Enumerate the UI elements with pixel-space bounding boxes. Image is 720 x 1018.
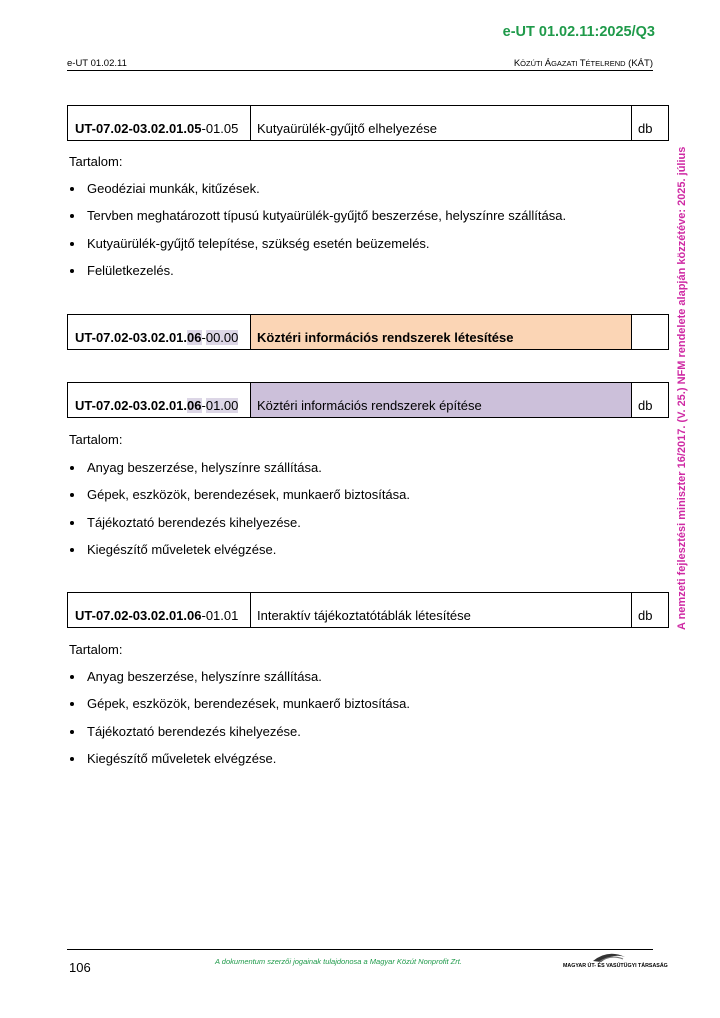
item-name: Köztéri információs rendszerek építése (251, 383, 632, 417)
content-list (69, 181, 566, 290)
page-number: 106 (69, 960, 91, 975)
list-item: Kutyaürülék-gyűjtő telepítése, szükség esetén beüzemelés. (69, 236, 566, 263)
list-item: Tájékoztató berendezés kihelyezése. (69, 724, 410, 751)
publication-side-note: A nemzeti fejlesztési miniszter 16/2017. (V. 25.) NFM rendelete alapján közzétéve: 2025. július (676, 146, 688, 630)
item-code: UT-07.02-03.02.01.06-01.01 (68, 593, 251, 627)
item-name: Köztéri információs rendszerek létesítése (251, 315, 632, 349)
list-item: Gépek, eszközök, berendezések, munkaerő biztosítása. (69, 487, 410, 514)
logo-text: MAGYAR ÚT- ÉS VASÚTÜGYI TÁRSASÁG (563, 963, 668, 969)
content-list (69, 669, 410, 778)
header-left-code: e-UT 01.02.11 (67, 58, 127, 69)
item-code: UT-07.02-03.02.01.05-01.05 (68, 106, 251, 140)
content-list (69, 460, 410, 569)
item-table-koztéri-epites (67, 382, 669, 418)
item-code: UT-07.02-03.02.01.06-00.00 (68, 315, 251, 349)
document-code: e-UT 01.02.11:2025/Q3 (502, 24, 655, 40)
list-item: Geodéziai munkák, kitűzések. (69, 181, 566, 208)
content-label: Tartalom: (69, 642, 123, 657)
list-item: Kiegészítő műveletek elvégzése. (69, 542, 410, 569)
header-divider (67, 70, 653, 71)
item-table-koztéri-letesites (67, 314, 669, 350)
list-item: Tervben meghatározott típusú kutyaürülék-gyűjtő beszerzése, helyszínre szállítása. (69, 208, 566, 235)
item-name: Interaktív tájékoztatótáblák létesítése (251, 593, 632, 627)
item-unit: db (638, 121, 653, 136)
header-right-title: KÖZÚTI ÁGAZATI TÉTELREND (KÁT) (513, 58, 653, 69)
copyright-notice: A dokumentum szerzői jogainak tulajdonosa a Magyar Közút Nonprofit Zrt. (215, 957, 462, 966)
list-item: Kiegészítő műveletek elvégzése. (69, 751, 410, 778)
item-unit (632, 315, 668, 349)
footer-divider (67, 949, 653, 950)
content-label: Tartalom: (69, 432, 123, 447)
list-item: Anyag beszerzése, helyszínre szállítása. (69, 669, 410, 696)
item-table-interaktiv (67, 592, 669, 628)
list-item: Anyag beszerzése, helyszínre szállítása. (69, 460, 410, 487)
list-item: Felületkezelés. (69, 263, 566, 290)
list-item: Gépek, eszközök, berendezések, munkaerő biztosítása. (69, 696, 410, 723)
item-code: UT-07.02-03.02.01.06-01.00 (68, 383, 251, 417)
content-label: Tartalom: (69, 154, 123, 169)
list-item: Tájékoztató berendezés kihelyezése. (69, 515, 410, 542)
item-unit: db (638, 398, 653, 413)
item-name: Kutyaürülék-gyűjtő elhelyezése (251, 106, 632, 140)
item-unit: db (638, 608, 653, 623)
company-logo (563, 951, 668, 973)
item-table-kutyaurulek (67, 105, 669, 141)
